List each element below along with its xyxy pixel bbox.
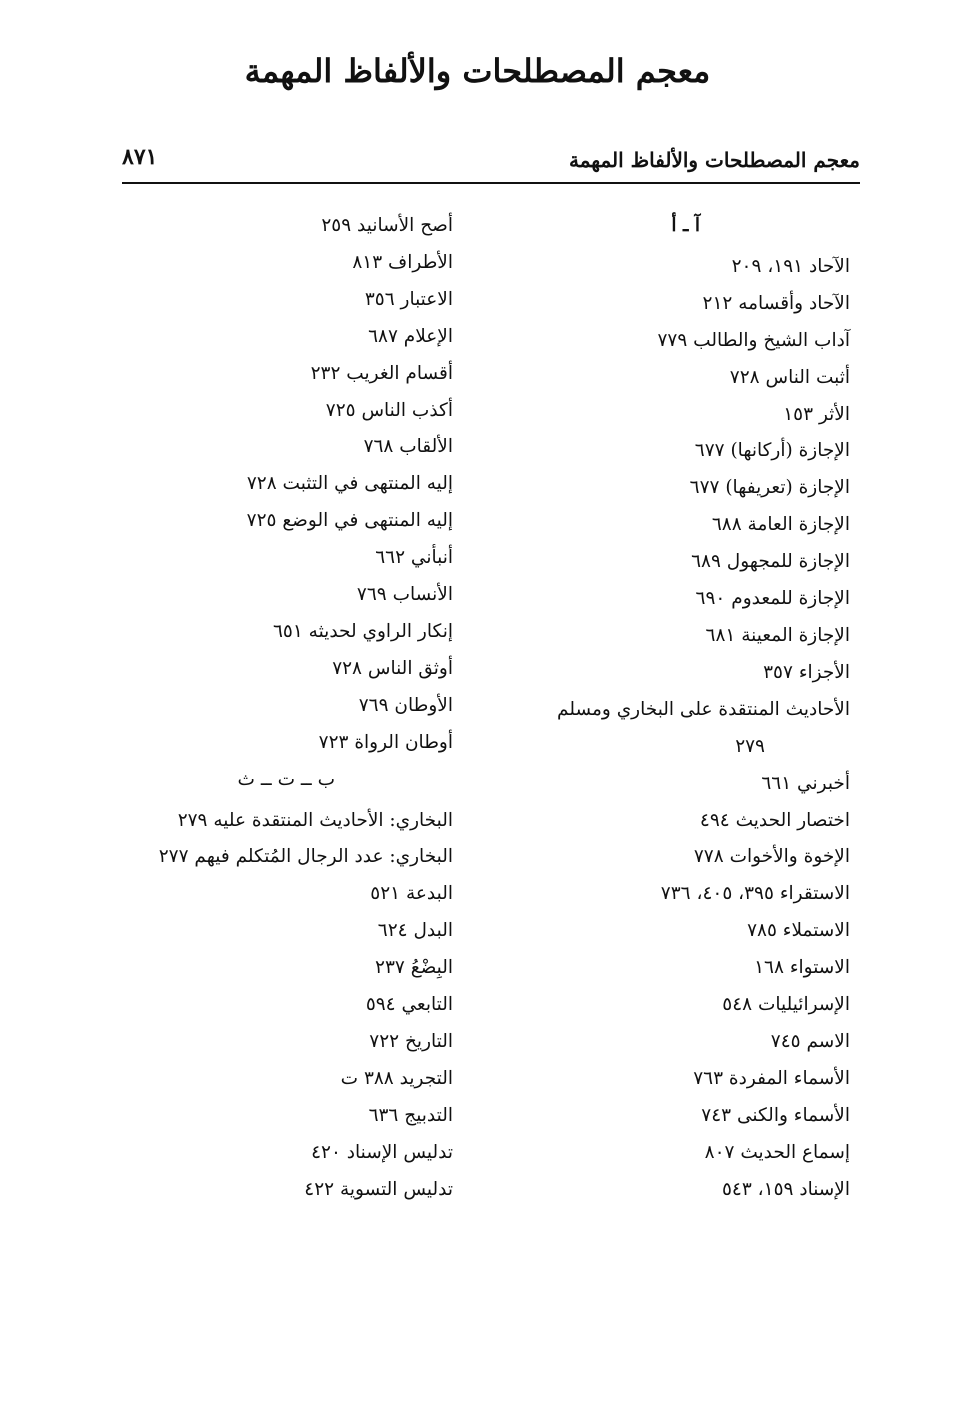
index-entry: الإجازة (تعريفها) ٦٧٧ xyxy=(689,477,850,499)
index-entry: البِضْعُ ٢٣٧ xyxy=(375,957,453,979)
index-entry: الاسم ٧٤٥ xyxy=(770,1030,850,1052)
index-entry: الأسماء والكنى ٧٤٣ xyxy=(701,1104,850,1126)
index-entry: البدل ٦٢٤ xyxy=(377,920,453,942)
index-entry: الإجازة المعينة ٦٨١ xyxy=(705,624,850,646)
index-column-left xyxy=(83,208,453,1208)
index-entry: الآحاد ١٩١، ٢٠٩ xyxy=(731,255,850,277)
index-entry: أخبرني ٦٦١ xyxy=(761,772,850,794)
index-entry: الإجازة للمعدوم ٦٩٠ xyxy=(695,588,850,610)
index-entry: الإجازة العامة ٦٨٨ xyxy=(711,514,850,536)
section-heading-alif: آ ـ أ xyxy=(671,215,700,236)
index-entry: الأجزاء ٣٥٧ xyxy=(763,661,850,683)
index-entry: البدعة ٥٢١ xyxy=(370,883,453,905)
index-entry: الآحاد وأقسامه ٢١٢ xyxy=(702,292,850,314)
index-entry: الإجازة (أركانها) ٦٧٧ xyxy=(694,440,850,462)
index-entry: الاستملاء ٧٨٥ xyxy=(747,920,850,942)
index-entry: الأوطان ٧٦٩ xyxy=(358,694,453,716)
running-header-title: معجم المصطلحات والألفاظ المهمة xyxy=(568,148,860,172)
index-entry: إليه المنتهى في الوضع ٧٢٥ xyxy=(246,510,453,532)
index-entry: التدبيج ٦٣٦ xyxy=(368,1104,453,1126)
index-entry: إنكار الراوي لحديثه ٦٥١ xyxy=(272,620,453,642)
section-heading-ba-ta-tha: ب ــ ت ــ ث xyxy=(237,768,335,790)
page-title: معجم المصطلحات والألفاظ المهمة xyxy=(244,52,711,90)
index-entry: الإسناد ١٥٩، ٥٤٣ xyxy=(721,1178,850,1200)
index-entry: الألقاب ٧٦٨ xyxy=(363,436,453,458)
index-column-right xyxy=(490,208,850,1208)
page-number: ٨٧١ xyxy=(122,144,158,170)
index-entry: تدليس التسوية ٤٢٢ xyxy=(304,1178,453,1200)
index-entry: أكذب الناس ٧٢٥ xyxy=(325,399,453,421)
index-entry: آداب الشيخ والطالب ٧٧٩ xyxy=(657,329,850,351)
index-entry: الأسماء المفردة ٧٦٣ xyxy=(693,1067,850,1089)
index-entry: التابعي ٥٩٤ xyxy=(365,994,453,1016)
index-entry: البخاري: الأحاديث المنتقدة عليه ٢٧٩ xyxy=(177,809,453,831)
index-entry: البخاري: عدد الرجال المُتكلم فيهم ٢٧٧ xyxy=(158,846,453,868)
index-entry: أوثق الناس ٧٢٨ xyxy=(332,657,453,679)
index-entry: الإعلام ٦٨٧ xyxy=(368,325,453,347)
index-entry: الإخوة والأخوات ٧٧٨ xyxy=(693,846,850,868)
index-entry: الاستواء ١٦٨ xyxy=(754,957,850,979)
index-entry: الإسرائيليات ٥٤٨ xyxy=(722,994,850,1016)
index-entry: إسماع الحديث ٨٠٧ xyxy=(704,1141,850,1163)
index-entry: أقسام الغريب ٢٣٢ xyxy=(310,362,453,384)
index-entry: تدليس الإسناد ٤٢٠ xyxy=(311,1141,453,1163)
index-entry: الأنساب ٧٦٩ xyxy=(356,584,453,606)
index-entry: الأثر ١٥٣ xyxy=(783,403,850,425)
running-header xyxy=(122,144,860,184)
index-entry: أصح الأسانيد ٢٥٩ xyxy=(321,215,453,236)
index-entry: التاريخ ٧٢٢ xyxy=(369,1030,453,1052)
index-entry: الاستقراء ٣٩٥، ٤٠٥، ٧٣٦ xyxy=(660,883,850,905)
index-entry: الاعتبار ٣٥٦ xyxy=(364,288,453,310)
index-entry-long-page: ٢٧٩ xyxy=(735,735,765,757)
index-entry: التجريد ٣٨٨ ت xyxy=(340,1067,453,1089)
index-entry: اختصار الحديث ٤٩٤ xyxy=(699,809,850,831)
index-entry: إليه المنتهى في التثبت ٧٢٨ xyxy=(246,473,453,495)
index-entry: أثبت الناس ٧٢٨ xyxy=(729,366,850,388)
index-entry: أنبأني ٦٦٢ xyxy=(375,547,453,569)
index-entry-long: الأحاديث المنتقدة على البخاري ومسلم xyxy=(557,698,850,720)
index-entry: أوطان الرواة ٧٢٣ xyxy=(318,731,453,753)
index-entry: الأطراف ٨١٣ xyxy=(352,251,453,273)
index-entry: الإجازة للمجهول ٦٨٩ xyxy=(691,551,850,573)
